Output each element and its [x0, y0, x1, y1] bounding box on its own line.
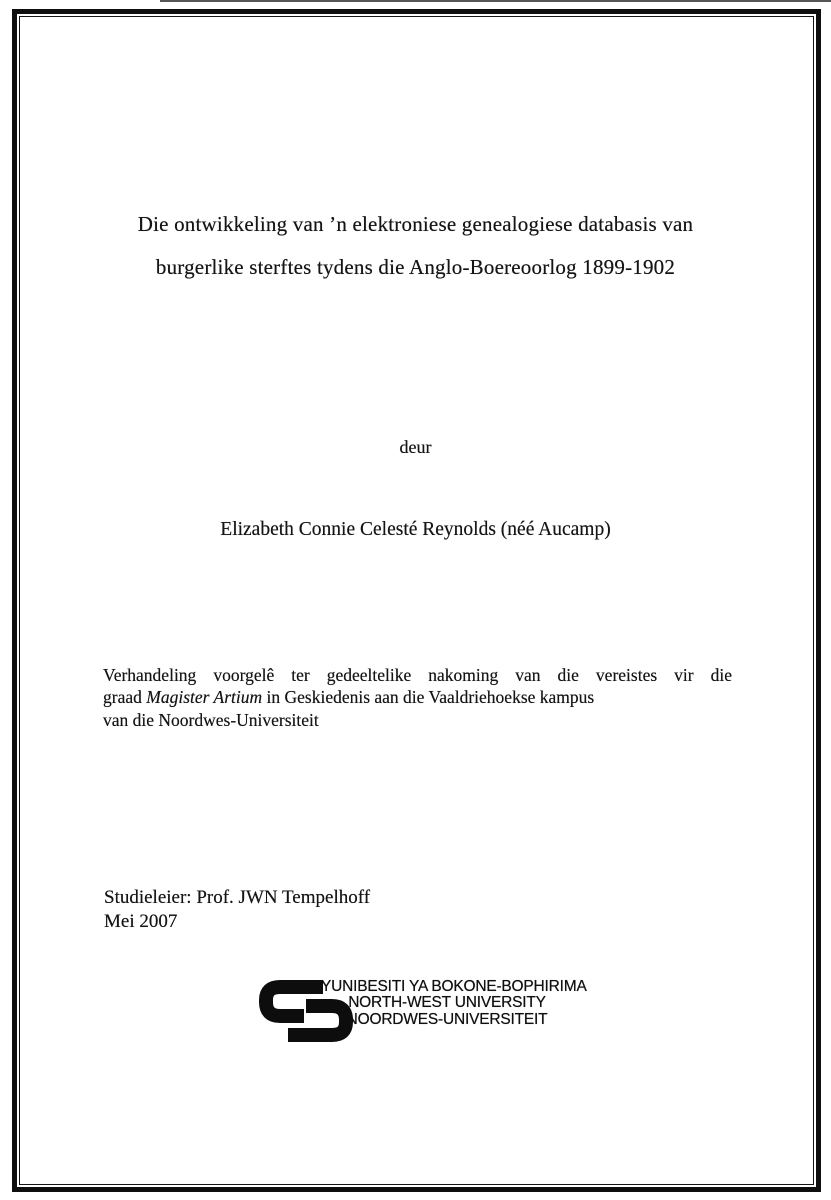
- logo-line-setswana: YUNIBESITI YA BOKONE-BOPHIRIMA: [321, 978, 587, 995]
- date-line: Mei 2007: [104, 911, 178, 932]
- author-name: Elizabeth Connie Celesté Reynolds (néé Aucamp): [220, 519, 611, 540]
- submission-line-2: [103, 686, 732, 708]
- logo-line-afrikaans: NOORDWES-UNIVERSITEIT: [346, 1010, 548, 1028]
- byline-deur: deur: [399, 437, 432, 457]
- degree-prefix: graad: [103, 687, 147, 708]
- supervisor-block: [104, 886, 370, 934]
- thesis-title-line-1: Die ontwikkeling van ’n elektroniese genealogiese databasis van: [137, 212, 694, 236]
- scan-artifact-top-edge: [160, 0, 831, 2]
- submission-statement: [103, 664, 732, 731]
- nwu-logo-wordmark: [321, 978, 587, 1028]
- nwu-logo: [259, 975, 594, 1050]
- submission-line-3: van die Noordwes-Universiteit: [103, 709, 319, 730]
- logo-line-english: NORTH-WEST UNIVERSITY: [348, 994, 546, 1012]
- degree-name-italic: Magister Artium: [146, 687, 263, 708]
- submission-line-1: Verhandeling voorgelê ter gedeeltelike nakoming van die vereistes vir die: [103, 665, 732, 685]
- supervisor-line: Studieleier: Prof. JWN Tempelhoff: [104, 887, 371, 908]
- thesis-title-line-2: burgerlike sterftes tydens die Anglo-Boereoorlog 1899-1902: [155, 255, 676, 279]
- thesis-title: [40, 203, 791, 289]
- degree-suffix: in Geskiedenis aan die Vaaldriehoekse kampus: [262, 687, 595, 708]
